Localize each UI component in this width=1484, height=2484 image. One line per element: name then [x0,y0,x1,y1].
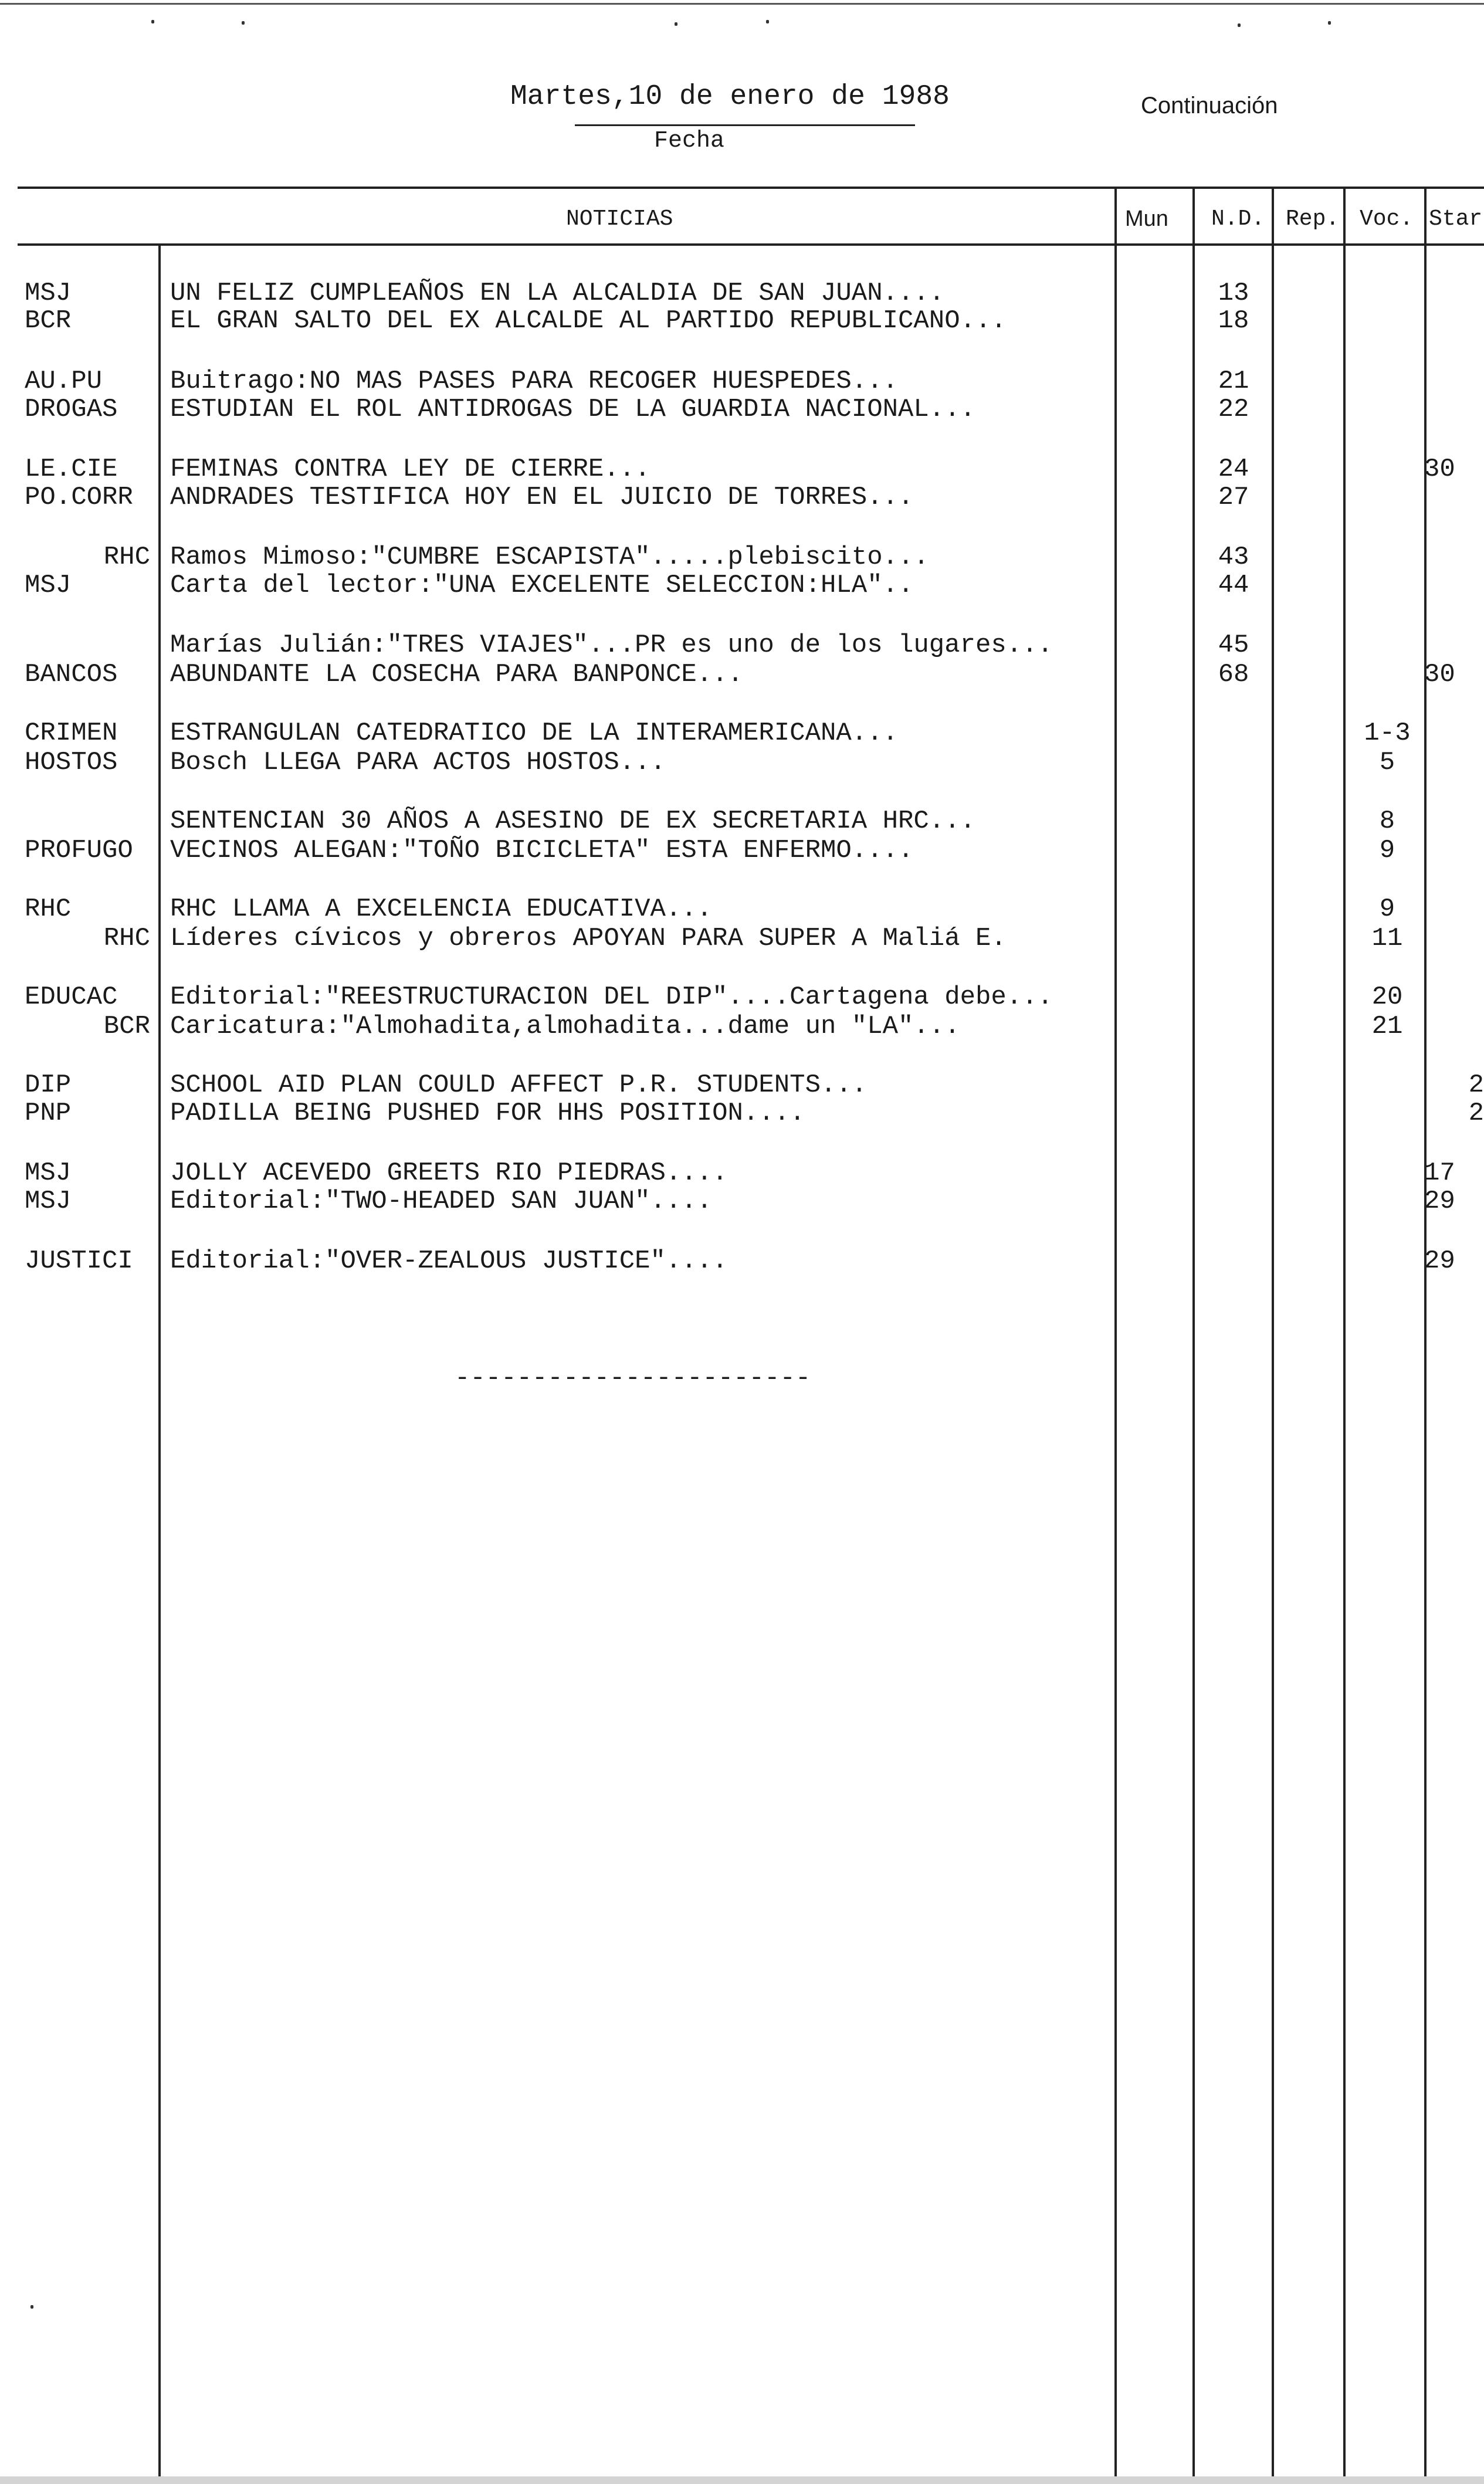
col-voc: Voc. [1360,206,1414,232]
row-title: VECINOS ALEGAN:"TOÑO BICICLETA" ESTA ENFERMO.... [170,836,914,865]
report-date: Martes,10 de enero de 1988 [510,81,950,113]
row-tag: RHC [103,924,150,953]
row-title: ESTRANGULAN CATEDRATICO DE LA INTERAMERICANA... [170,719,899,748]
col-noticias: NOTICIAS [566,206,673,232]
row-voc: 9 [1379,894,1395,924]
table-header-rule [18,243,1484,246]
row-title: FEMINAS CONTRA LEY DE CIERRE... [170,455,650,484]
row-nd: 43 [1218,543,1249,572]
speck-mark [151,20,154,23]
continuation-label: Continuación [1141,93,1278,118]
row-title: ESTUDIAN EL ROL ANTIDROGAS DE LA GUARDIA NACIONAL... [170,395,976,424]
speck-mark [766,20,769,23]
date-underline [575,124,915,126]
row-voc: 20 [1371,982,1403,1012]
row-tag: PNP [25,1099,72,1128]
row-tag: MSJ [25,279,72,308]
row-nd: 68 [1218,660,1249,689]
nd-column-divider [1192,187,1195,2484]
row-title: Líderes cívicos y obreros APOYAN PARA SUPER A Maliá E. [170,924,1007,953]
row-tag: MSJ [25,571,72,600]
row-title: RHC LLAMA A EXCELENCIA EDUCATIVA... [170,894,713,924]
row-star: 30 [1424,660,1455,689]
row-tag: CRIMEN [25,719,118,748]
row-tag: AU.PU [25,367,103,396]
scan-bottom-band [0,2476,1484,2484]
row-star: 2 [1468,1099,1484,1128]
table-top-rule [18,187,1484,189]
row-nd: 24 [1218,455,1249,484]
mun-column-divider [1114,187,1117,2484]
col-mun: Mun [1125,206,1168,231]
row-star: 2 [1468,1070,1484,1100]
row-title: Ramos Mimoso:"CUMBRE ESCAPISTA".....plebiscito... [170,543,929,572]
row-tag: EDUCAC [25,982,118,1012]
row-title: UN FELIZ CUMPLEAÑOS EN LA ALCALDIA DE SAN JUAN.... [170,279,945,308]
row-tag: RHC [103,543,150,572]
row-tag: DROGAS [25,395,118,424]
row-voc: 5 [1379,748,1395,777]
row-voc: 1-3 [1364,719,1411,748]
speck-mark [242,21,245,25]
rep-column-divider [1272,187,1274,2484]
row-title: Editorial:"REESTRUCTURACION DEL DIP"....Cartagena debe... [170,982,1053,1012]
row-title: Marías Julián:"TRES VIAJES"...PR es uno de los lugares... [170,631,1053,660]
row-nd: 21 [1218,367,1249,396]
row-voc: 9 [1379,836,1395,865]
row-title: Buitrago:NO MAS PASES PARA RECOGER HUESPEDES... [170,367,899,396]
col-nd: N.D. [1211,206,1265,232]
row-star: 17 [1424,1158,1455,1188]
row-title: SCHOOL AID PLAN COULD AFFECT P.R. STUDENTS... [170,1070,868,1100]
row-tag: LE.CIE [25,455,118,484]
col-star: Star [1429,206,1483,232]
row-title: Editorial:"TWO-HEADED SAN JUAN".... [170,1187,713,1216]
row-tag: MSJ [25,1187,72,1216]
row-nd: 22 [1218,395,1249,424]
star-column-divider [1424,187,1427,2484]
row-voc: 21 [1371,1012,1403,1041]
row-nd: 45 [1218,631,1249,660]
row-nd: 13 [1218,279,1249,308]
row-title: JOLLY ACEVEDO GREETS RIO PIEDRAS.... [170,1158,728,1188]
row-title: ANDRADES TESTIFICA HOY EN EL JUICIO DE TORRES... [170,483,914,512]
date-caption: Fecha [654,128,725,154]
row-tag: JUSTICI [25,1246,133,1276]
speck-mark [1328,21,1331,25]
row-tag: BANCOS [25,660,118,689]
speck-mark [1238,23,1241,27]
row-voc: 8 [1379,806,1395,836]
row-tag: BCR [103,1012,150,1041]
row-title: Bosch LLEGA PARA ACTOS HOSTOS... [170,748,666,777]
col-rep: Rep. [1286,206,1340,232]
row-title: Editorial:"OVER-ZEALOUS JUSTICE".... [170,1246,728,1276]
row-title: SENTENCIAN 30 AÑOS A ASESINO DE EX SECRETARIA HRC... [170,806,976,836]
row-nd: 27 [1218,483,1249,512]
row-tag: MSJ [25,1158,72,1188]
row-title: PADILLA BEING PUSHED FOR HHS POSITION.... [170,1099,805,1128]
speck-mark [31,2305,33,2309]
row-tag: RHC [25,894,72,924]
row-title: EL GRAN SALTO DEL EX ALCALDE AL PARTIDO REPUBLICANO... [170,306,1007,336]
row-title: Carta del lector:"UNA EXCELENTE SELECCION:HLA".. [170,571,914,600]
row-star: 29 [1424,1187,1455,1216]
tag-column-divider [158,245,161,2484]
row-tag: PROFUGO [25,836,133,865]
top-edge-line [0,3,1484,5]
end-separator: ----------------------- [455,1364,811,1393]
row-voc: 11 [1371,924,1403,953]
row-tag: DIP [25,1070,72,1100]
row-nd: 44 [1218,571,1249,600]
row-title: ABUNDANTE LA COSECHA PARA BANPONCE... [170,660,743,689]
row-tag: HOSTOS [25,748,118,777]
row-title: Caricatura:"Almohadita,almohadita...dame un "LA"... [170,1012,960,1041]
row-tag: BCR [25,306,72,336]
speck-mark [675,22,677,26]
row-nd: 18 [1218,306,1249,336]
row-tag: PO.CORR [25,483,133,512]
voc-column-divider [1343,187,1346,2484]
row-star: 29 [1424,1246,1455,1276]
row-star: 30 [1424,455,1455,484]
